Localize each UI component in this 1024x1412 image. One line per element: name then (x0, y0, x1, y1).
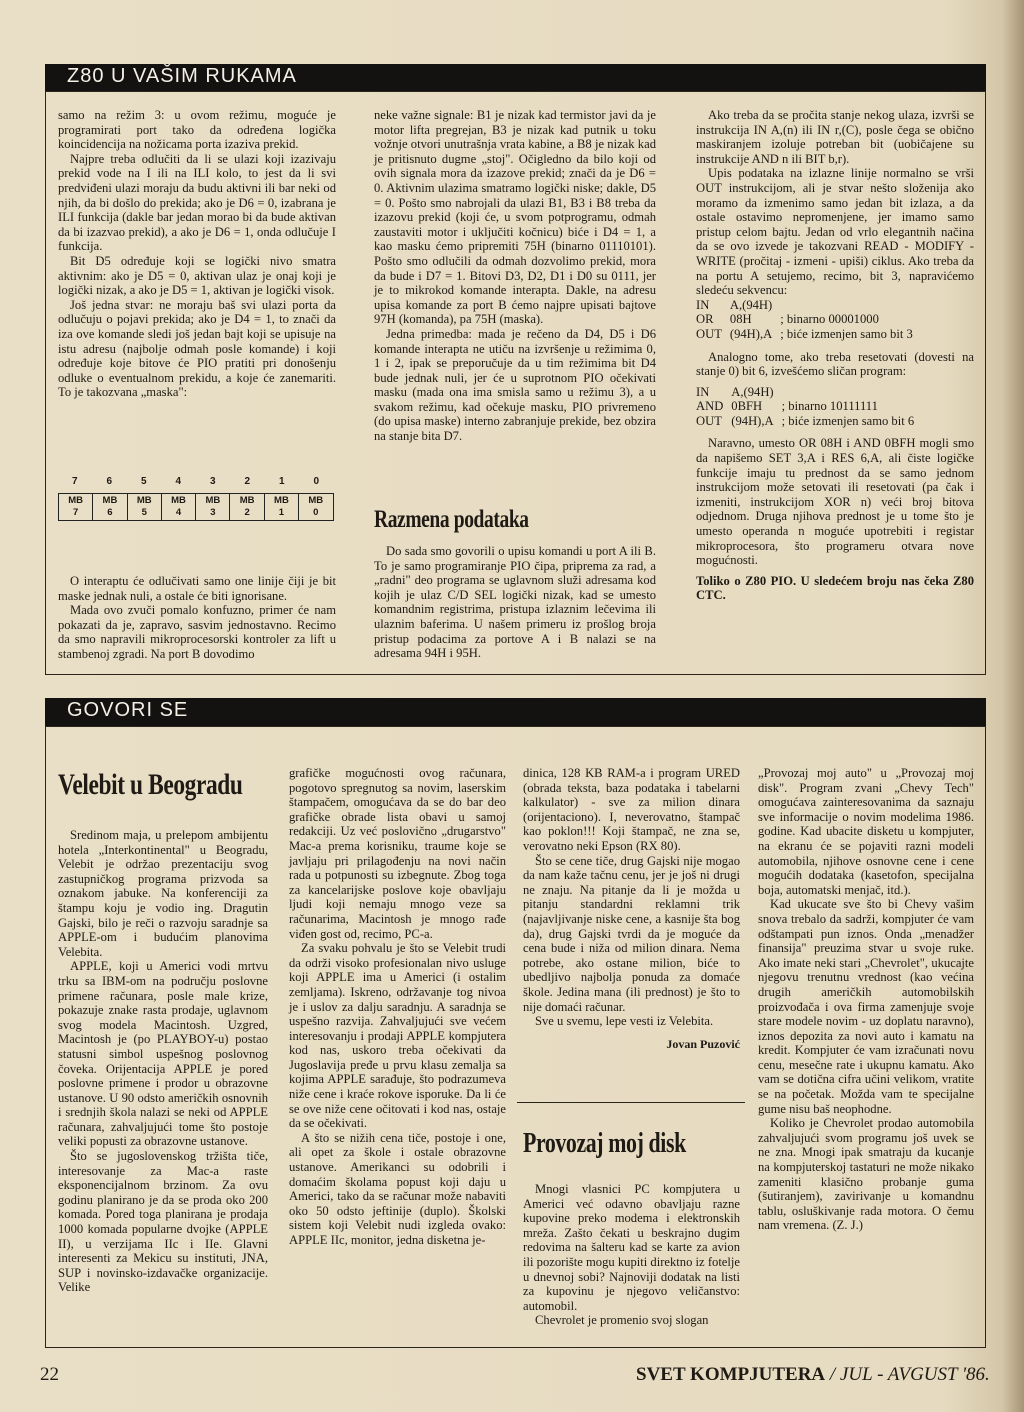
paragraph: Sve u svemu, lepe vesti iz Velebita. (535, 1014, 714, 1029)
govori-column-a (58, 828, 268, 1295)
govori-column-c (523, 766, 740, 1051)
code-line: IN A,(94H) (696, 297, 773, 312)
interrupt-mask-figure (58, 476, 334, 521)
bit-number: 5 (140, 476, 148, 487)
section-header-z80-text: Z80 U VAŠIM RUKAMA (67, 65, 297, 87)
paragraph: Najpre treba odlučiti da li se ulazi koji izazivaju prekid vode na I ili na ILI kolo, to jest da li svi predviđeni ulazi moraju da budu aktivni ili bar neki od njih, da bi došlo do prekida; ako je D6 = 0, izabrana je ILI funkcija (dakle bar jedan morao bi da bude aktivan da bi izazvao prekid), a ako je D6 = 1, onda odlučuje I funkcija. (58, 151, 336, 254)
bit-number: 0 (313, 476, 321, 487)
section-header-govori-se-text: GOVORI SE (67, 699, 189, 721)
paragraph: APPLE, koji u Americi vodi mrtvu trku sa IBM-om na području poslovne primene računara, posle male krize, pokazuje znake rasta prodaje, uglavnom svog modela Macintosh. Uzgred, Macintosh je (po PLAYBOY-u) postao statusni simbol uspešnog poslovnog čoveka. Orijentacija APPLE je pored poslovne primene i prodor u obrazovne ustanove. U 90 odsto američkih osnovnih i srednjih škola nalazi se neki od APPLE računara, zahvaljujući tome što postoje veliki popusti za obrazovne ustanove. (58, 959, 268, 1149)
paragraph: grafičke mogućnosti ovog računara, pogotovo spregnutog sa novim, laserskim štampačem, omogućava da se do bar deo grafičke obrade lista obavi u samoj redakciji. Uz već poslovično „drugarstvo" Mac-a prema korisniku, traume koje se javljaju pri prilagođenju na novi način rada u potpunosti su izbegnute. Zbog toga za kancelarijske poslove koje obavljaju ljudi koji nemaju mnogo veze sa računarima, Macintosh je mnogo rađe viđen gost od, recimo, PC-a. (289, 766, 506, 941)
mask-cell: MB 6 (93, 494, 127, 520)
paragraph: Koliko je Chevrolet prodao automobila zahvaljujući svom programu još uvek se ne zna. Mnogi ipak smatraju da kucanje na kompjuterskoj tastaturi ne može nikako zameniti klasično probanje guma (šutiranjem), zavirivanje u komandnu tablu, osluškivanje rada motora. O čemu nam vremena. (Z. J.) (758, 1116, 974, 1233)
page-number: 22 (40, 1364, 59, 1385)
mask-cell: MB 3 (196, 494, 230, 520)
code-line: OR 08H ; binarno 00001000 (696, 312, 879, 327)
paragraph: Chevrolet je promenio svoj slogan (535, 1313, 709, 1328)
mask-cell: MB 2 (230, 494, 264, 520)
paragraph: A što se nižih cena tiče, postoje i one, ali opet za škole i ostale obrazovne ustanove. Amerikanci su odobrili i domaćim školama popust koji daju u Americi, tako da se računar može nabaviti oko 50 odsto jeftinije (duplo). Školski sistem koji Velebit nudi izgleda ovako: APPLE IIc, monitor, jedna disketna je- (289, 1130, 506, 1247)
heading-razmena-podataka: Razmena podataka (374, 506, 529, 533)
z80-column-2-continued (374, 544, 656, 661)
heading-velebit-u-beogradu: Velebit u Beogradu (58, 768, 243, 801)
code-line: AND 0BFH ; binarno 10111111 (696, 399, 878, 414)
author-signature: Jovan Puzović (666, 1036, 740, 1051)
mask-cell: MB 0 (308, 495, 324, 518)
z80-column-1 (58, 108, 336, 400)
paragraph: Naravno, umesto OR 08H i AND 0BFH mogli smo da napišemo SET 3,A i RES 6,A, ali čiste logičke funkcije imaju tu prednost da se samo jednom instrukcijom može setovati ili resetovati (pa čak i izmeniti, instrukcijom XOR n) veći broj bitova odjednom. Druga njihova prednost je u tome što je umesto operanda n moguće upotrebiti i registar mikroprocesora, što programeru otvara nove mogućnosti. (696, 436, 974, 568)
article-divider (517, 1102, 745, 1104)
paragraph: Mnogi vlasnici PC kompjutera u Americi već odavno obavljaju razne kupovine preko modema i elektronskih mreža. Zašto čekati u beskrajno dugim redovima na šalteru kad se karte za avion ili pozorište mogu kupiti direktno iz fotelje u dnevnoj sobi? Najnoviji dodatak na listi za kupovinu je njegovo veličanstvo: automobil. (523, 1182, 740, 1313)
code-listing-reset-bit (696, 385, 922, 429)
paragraph: Sredinom maja, u prelepom ambijentu hotela „Interkontinental" u Beogradu, Velebit je održao prezentaciju svog zastupničkog programa prizvoda sa oznakom jabuke. Na konferenciji za štampu koju je vodio ing. Dragutin Gajski, bilo je reči o razvoju saradnje sa APPLE-om i budućim planovima Velebita. (58, 828, 268, 959)
bit-number: 4 (175, 476, 183, 487)
closing-note: Toliko o Z80 PIO. U sledećem broju nas čeka Z80 CTC. (696, 573, 974, 603)
govori-column-c-disk (523, 1182, 740, 1328)
code-listing-set-bit (696, 298, 921, 342)
paragraph: Kad ukucate sve što bi Chevy vašim snova trebalo da sadrži, kompjuter će vam odštampati pun iznos. Onda „menadžer finansija" preuzima stvar u svoje ruke. Ako imate neki stari „Chevrolet", ukucajte njegovu trenutnu vrednost (kao većina drugih američkih automobilskih proizvođača i ova firma zamenjuje svoje stare modele novim - uz doplatu naravno), iznos depozita za novi auto i kamatu na kredit. Kompjuter će vam izračunati novu cenu, mesečne rate i ukupnu kamatu. Ako vam se dotična cifra učini velikom, vratite se na početak. Možda vam te specijalne gume nisu baš neophodne. (758, 897, 974, 1116)
bit-number: 7 (71, 476, 79, 487)
z80-column-3 (696, 108, 974, 603)
magazine-name: SVET KOMPJUTERA (636, 1364, 826, 1385)
magazine-footer (636, 1364, 990, 1386)
code-line: IN A,(94H) (696, 384, 774, 399)
paragraph: Za svaku pohvalu je što se Velebit trudi da održi visoko profesionalan nivo usluge koji APPLE ima u Americi (i ostalim zemljama). Iskreno, održavanje tog nivoa je i uslov za dalju saradnju. A saradnja se uspešno razvija. Zahvaljujući sve većem interesovanju i prodaji APPLE kompjutera kod nas, uskoro treba očekivati da Jugoslavija pređe u prvu klasu zemalja sa kojima APPLE sarađuje, što podrazumeva niže cene i kraće rokove isporuke. Da li će se ove niže cene očitovati i kod nas, ostaje da se očekivati. (289, 941, 506, 1131)
paragraph: Još jedna stvar: ne moraju baš svi ulazi porta da odlučuju o pojavi prekida; ako je D4 = 1, to znači da iza ove komande sledi još jedan bajt koji se upisuje na istu adresu (najbolje odmah posle komande) i koji određuje koje bitove će PIO pratiti pri donošenju odluke o eventualnom prekidu, a koje će zanemariti. To je takozvana „maska": (58, 297, 336, 400)
code-line: OUT (94H),A ; biće izmenjen samo bit 3 (696, 326, 913, 341)
paragraph: Bit D5 određuje koji se logički nivo smatra aktivnim: ako je D5 = 0, aktivan ulaz je onaj koji je logički nizak, a ako je D5 = 1, aktivan je logički visok. (58, 253, 336, 298)
bit-number: 3 (209, 476, 217, 487)
bit-number-row (58, 476, 334, 487)
issue-date: / JUL - AVGUST '86. (829, 1364, 990, 1385)
section-header-z80 (45, 64, 986, 91)
z80-column-2 (374, 108, 656, 444)
mask-bit-cells (58, 493, 334, 521)
mask-cell: MB 7 (59, 494, 93, 520)
paragraph: samo na režim 3: u ovom režimu, moguće je programirati port tako da određena logička koincidencija na nožicama porta izaziva prekid. (58, 108, 336, 152)
paragraph: Upis podataka na izlazne linije normalno se vrši OUT instrukcijom, ali je stvar nešto složenija ako moramo da izmenimo samo jedan bit izlaza, a da ostale ostavimo nepromenjene, jer imamo samo pristup celom bajtu. Jedan od vrlo elegantnih načina da se ovo izvede je takozvani READ - MODIFY - WRITE (pročitaj - izmeni - upiši) ciklus. Ako treba da na portu A setujemo, recimo, bit 3, napravićemo sledeću sekvencu: (696, 166, 974, 298)
paragraph: O interaptu će odlučivati samo one linije čiji je bit maske jednak nuli, a ostale će biti ignorisane. (58, 574, 336, 603)
heading-provozaj-moj-disk: Provozaj moj disk (523, 1128, 686, 1159)
govori-column-b (289, 766, 506, 1248)
mask-cell: MB 4 (162, 494, 196, 520)
page-edge-shadow (1002, 0, 1024, 1412)
mask-cell: MB 1 (265, 494, 299, 520)
govori-column-d (758, 766, 974, 1233)
paragraph: dinica, 128 KB RAM-a i program URED (obrada teksta, baza podataka i tabelarni kalkulator) - sve za milion dinara (orijentaciono). I, neverovatno, štampač kao poklon!!! Koji štampač, ne zna se, verovatno neki Epson (RX 80). (523, 766, 740, 853)
bit-number: 6 (106, 476, 114, 487)
z80-column-1-continued (58, 574, 336, 662)
paragraph: Jedna primedba: mada je rečeno da D4, D5 i D6 komande interapta ne utiču na izvršenje u režimima 0, 1 i 2, ipak se preporučuje da u tim režimima bit D4 bude jednak nuli, jer će u suprotnom PIO očekivati masku (mada ona ima smisla samo u režimu 3), a u svakom režimu, kad očekuje masku, PIO privremeno (do upisa maske) interno zabranjuje prekide, bez obzira na stanje bita D7. (374, 326, 656, 444)
paragraph: neke važne signale: B1 je nizak kad termistor javi da je motor lifta pregrejan, B3 je nizak kad putnik u toku vožnje otvori unutrašnja vrata kabine, a B8 je nizak kad je pritisnuto dugme „stoj". Očigledno da bilo koji od ovih signala mora da izazove prekid; znači da je D6 = 0. Aktivnim ulazima smatramo logički niske; dakle, D5 = 0. Pošto smo nabrojali da ulazi B1, B3 i B8 treba da izazovu prekid (koji će, u svom potprogramu, odmah zaustaviti motor i uključiti kočnicu) biće i D4 = 1, a kao masku ćemo pripremiti 75H (binarno 01110101). Pošto smo odlučili da odmah dozvolimo prekid, mora da bude i D7 = 1. Bitovi D3, D2, D1 i D0 su 0111, jer je to mikrokod komande interapta. Dakle, na adresu upisa komande za port B ćemo najpre upisati bajtove 97H (komanda), pa 75H (maska). (374, 108, 656, 327)
paragraph: Analogno tome, ako treba resetovati (dovesti na stanje 0) bit 6, izvešćemo sličan program: (696, 349, 974, 379)
paragraph: Što se jugoslovenskog tržišta tiče, interesovanje za Mac-a raste eksponencijalnom brzinom. Za ovu godinu planirano je da se proda oko 200 komada. Pored toga planirana je prodaja 1000 komada popularne dvojke (APPLE II), u verzijama IIc i IIe. Glavni interesenti za Mekicu su instituti, JNA, SUP i novinsko-izdavačke organizacije. Velike (58, 1149, 268, 1295)
mask-cell: MB 5 (128, 494, 162, 520)
paragraph: Ako treba da se pročita stanje nekog ulaza, izvrši se instrukcija IN A,(n) ili IN r,(C), posle čega se obično maskiranjem izoluje potreban bit (uobičajene su instrukcije AND n ili BIT b,r). (696, 108, 974, 166)
paragraph: Do sada smo govorili o upisu komandi u port A ili B. To je samo programiranje PIO čipa, priprema za rad, a „radni" deo programa se uglavnom služi adresama kod kojih je ulaz C/D SEL logički nizak, kad se umesto komandnim registrima, pristupa izlaznim lečevima ili ulaznim baferima. U našem primeru iz prošlog broja pristup podacima za portove A i B nalazi se na adresama 94H i 95H. (374, 544, 656, 661)
paragraph: Mada ovo zvuči pomalo konfuzno, primer će nam pokazati da je, zapravo, sasvim jednostavno. Recimo da smo napravili mikroprocesorski kontroler za lift u stambenoj zgradi. Na port B dovodimo (58, 603, 336, 661)
bit-number: 2 (244, 476, 252, 487)
bit-number: 1 (278, 476, 286, 487)
code-line: OUT (94H),A ; biće izmenjen samo bit 6 (696, 413, 915, 428)
paragraph: „Provozaj moj auto" u „Provozaj moj disk". Program zvani „Chevy Tech" omogućava zainteresovanima da saznaju sve informacije o novim modelima 1986. godine. Kad ubacite disketu u kompjuter, na ekranu će se pojaviti razni modeli automobila, njihove osnovne cene i cene mogućih dodataka (kasetofon, specijalna boja, automatski menjač, itd.). (758, 766, 974, 897)
paragraph: Što se cene tiče, drug Gajski nije mogao da nam kaže tačnu cenu, jer je još ni drugi ne znaju. Na pitanje da li je možda u pitanju standardni reklamni trik (najavljivanje niske cene, a kasnije šta bog da), drug Gajski tvrdi da je moguće da cena bude i niža od milion dinara. Nema potrebe, ako ostane milion, biće to ubedljivo najbolja ponuda za domaće škole. Jedina mana (ili prednost) je što to nije domaći računar. (523, 853, 740, 1014)
section-header-govori-se (45, 698, 986, 726)
